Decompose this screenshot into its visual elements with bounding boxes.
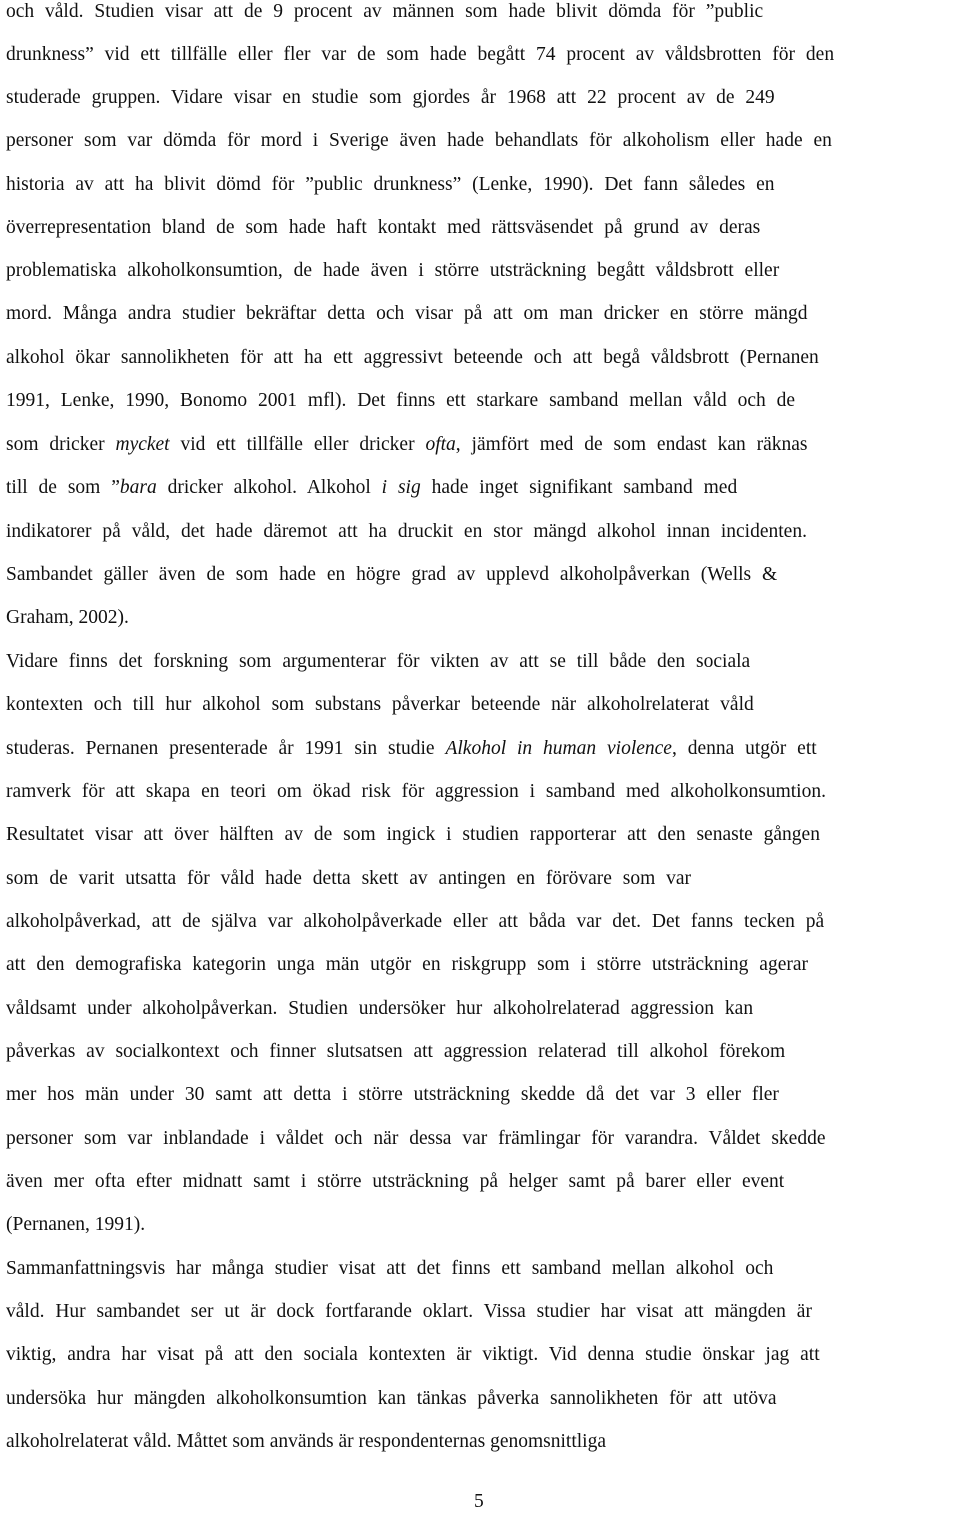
- text-segment: hade inget signifikant samband med: [420, 477, 738, 498]
- text-segment: personer som var dömda för mord i Sverige även hade behandlats för alkoholism eller hade en: [6, 130, 832, 151]
- text-segment: undersöka hur mängden alkoholkonsumtion kan tänkas påverka sannolikheten för att utöva: [6, 1388, 777, 1409]
- text-line: [6, 1430, 606, 1454]
- text-line: [6, 476, 737, 500]
- text-segment: vid ett tillfälle eller dricker: [169, 434, 426, 455]
- text-segment: alkoholpåverkad, att de själva var alkoholpåverkade eller att båda var det. Det fanns tecken på: [6, 911, 825, 932]
- text-line: [6, 389, 795, 413]
- text-line: [6, 823, 820, 847]
- text-line: [6, 433, 808, 457]
- text-line: [6, 780, 826, 804]
- text-line: [6, 302, 807, 326]
- text-segment: påverkas av socialkontext och finner slutsatsen att aggression relaterad till alkohol förekom: [6, 1041, 786, 1062]
- italic-text: Alkohol in human violence: [445, 738, 672, 759]
- text-segment: viktig, andra har visat på att den sociala kontexten är viktigt. Vid denna studie önskar jag att: [6, 1344, 820, 1365]
- text-segment: , jämfört med de som endast kan räknas: [455, 434, 808, 455]
- italic-text: bara: [119, 477, 157, 498]
- text-segment: problematiska alkoholkonsumtion, de hade även i större utsträckning begått våldsbrott eller: [6, 260, 780, 281]
- text-line: [6, 173, 774, 197]
- text-segment: studeras. Pernanen presenterade år 1991 sin studie: [6, 738, 446, 759]
- text-segment: som dricker: [6, 434, 116, 455]
- text-line: [6, 910, 824, 934]
- text-line: [6, 997, 753, 1021]
- text-segment: som de varit utsatta för våld hade detta skett av antingen en förövare som var: [6, 868, 692, 889]
- text-segment: Vidare finns det forskning som argumenterar för vikten av att se till både den sociala: [6, 651, 751, 672]
- text-segment: Sambandet gäller även de som hade en högre grad av upplevd alkoholpåverkan (Wells &: [6, 564, 778, 585]
- text-segment: drunkness” vid ett tillfälle eller fler var de som hade begått 74 procent av våldsbrotten för den: [6, 44, 835, 65]
- text-segment: Sammanfattningsvis har många studier visat att det finns ett samband mellan alkohol och: [6, 1258, 774, 1279]
- text-segment: (Pernanen, 1991).: [6, 1214, 146, 1235]
- text-line: [6, 1083, 779, 1107]
- text-segment: Resultatet visar att över hälften av de som ingick i studien rapporterar att den senaste gången: [6, 824, 820, 845]
- text-segment: alkoholrelaterat våld. Måttet som används är respondenternas genomsnittliga: [6, 1431, 606, 1452]
- text-segment: mer hos män under 30 samt att detta i större utsträckning skedde då det var 3 eller fler: [6, 1084, 779, 1105]
- text-segment: ramverk för att skapa en teori om ökad risk för aggression i samband med alkoholkonsumtion.: [6, 781, 826, 802]
- text-line: [6, 259, 779, 283]
- text-segment: 1991, Lenke, 1990, Bonomo 2001 mfl). Det finns ett starkare samband mellan våld och de: [6, 390, 796, 411]
- text-line: [6, 1040, 785, 1064]
- italic-text: mycket: [115, 434, 170, 455]
- text-line: [6, 1257, 773, 1281]
- text-line: [6, 1300, 812, 1324]
- text-line: [6, 563, 777, 587]
- text-segment: våld. Hur sambandet ser ut är dock fortfarande oklart. Vissa studier har visat att mängden är: [6, 1301, 812, 1322]
- text-line: [6, 43, 834, 67]
- text-line: [6, 953, 808, 977]
- text-segment: mord. Många andra studier bekräftar detta och visar på att om man dricker en större mängd: [6, 303, 808, 324]
- text-segment: historia av att ha blivit dömd för ”public drunkness” (Lenke, 1990). Det fann således en: [6, 174, 775, 195]
- text-line: [6, 346, 819, 370]
- text-segment: personer som var inblandade i våldet och när dessa var främlingar för varandra. Våldet skedde: [6, 1128, 826, 1149]
- text-line: [6, 1343, 820, 1367]
- text-line: [6, 693, 754, 717]
- text-line: [6, 216, 760, 240]
- italic-text: i sig: [381, 477, 421, 498]
- page-number: 5: [474, 1491, 484, 1512]
- text-segment: alkohol ökar sannolikheten för att ha ett aggressivt beteende och att begå våldsbrott (Pernanen: [6, 347, 819, 368]
- text-segment: studerade gruppen. Vidare visar en studie som gjordes år 1968 att 22 procent av de 249: [6, 87, 775, 108]
- text-line: [6, 129, 832, 153]
- text-line: [6, 867, 691, 891]
- text-segment: överrepresentation bland de som hade haft kontakt med rättsväsendet på grund av deras: [6, 217, 761, 238]
- text-segment: indikatorer på våld, det hade däremot att ha druckit en stor mängd alkohol innan incidenten.: [6, 521, 807, 542]
- text-segment: , denna utgör ett: [671, 738, 817, 759]
- text-segment: kontexten och till hur alkohol som substans påverkar beteende när alkoholrelaterat våld: [6, 694, 754, 715]
- text-line: [6, 1170, 784, 1194]
- text-line: [6, 0, 763, 24]
- text-segment: dricker alkohol. Alkohol: [156, 477, 382, 498]
- text-segment: Graham, 2002).: [6, 607, 129, 628]
- text-segment: våldsamt under alkoholpåverkan. Studien undersöker hur alkoholrelaterad aggression kan: [6, 998, 754, 1019]
- text-segment: att den demografiska kategorin unga män utgör en riskgrupp som i större utsträckning agerar: [6, 954, 808, 975]
- text-segment: till de som ”: [6, 477, 120, 498]
- text-line: [6, 737, 817, 761]
- text-line: [6, 520, 807, 544]
- text-segment: och våld. Studien visar att de 9 procent av männen som hade blivit dömda för ”public: [6, 1, 764, 22]
- text-segment: även mer ofta efter midnatt samt i större utsträckning på helger samt på barer eller event: [6, 1171, 785, 1192]
- italic-text: ofta: [425, 434, 456, 455]
- text-line: [6, 606, 129, 630]
- text-line: [6, 1387, 776, 1411]
- text-line: [6, 650, 750, 674]
- text-line: [6, 1127, 825, 1151]
- text-line: [6, 86, 775, 110]
- text-line: [6, 1213, 145, 1237]
